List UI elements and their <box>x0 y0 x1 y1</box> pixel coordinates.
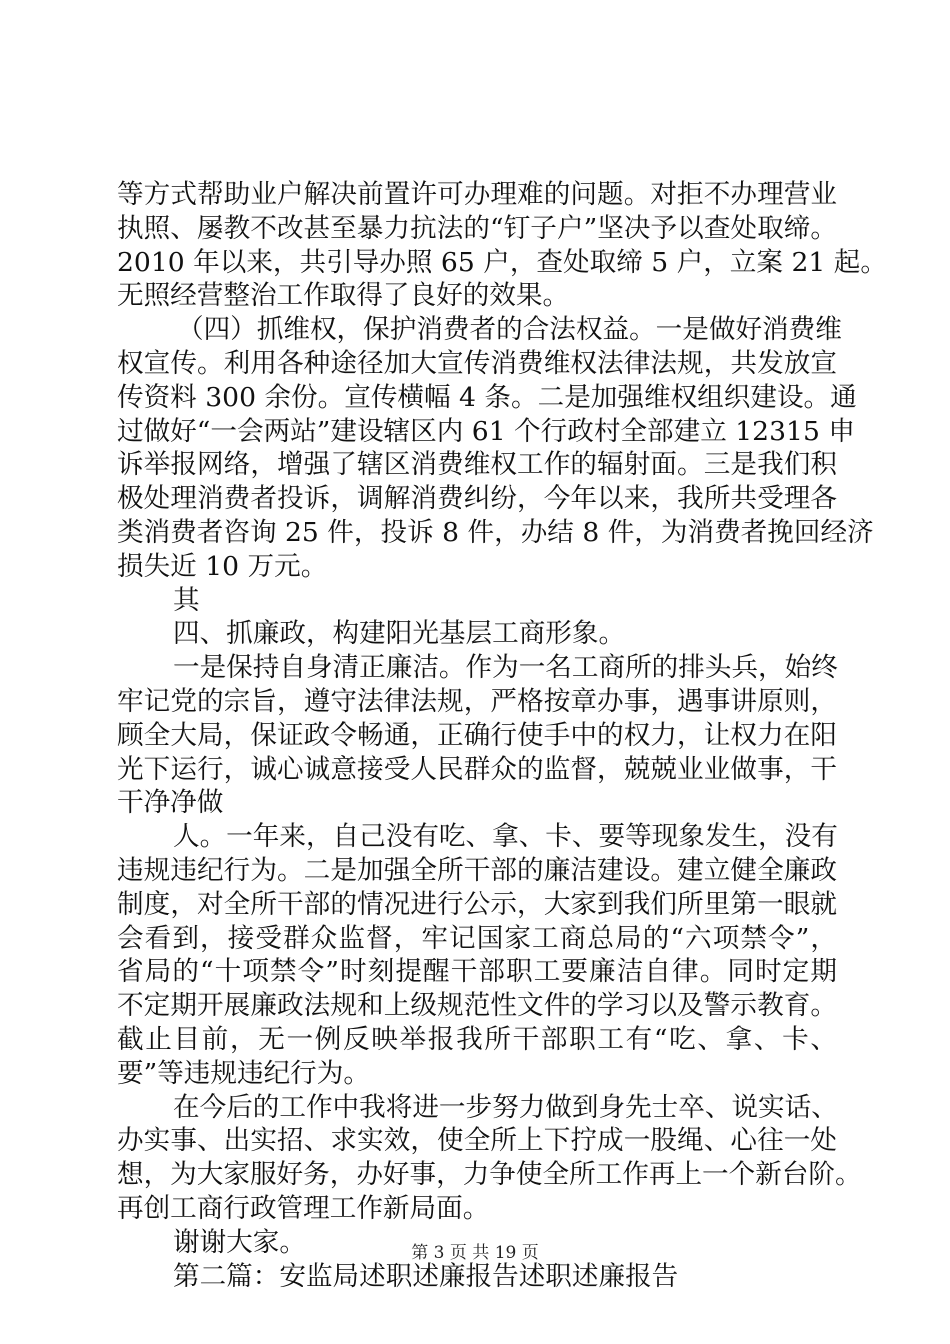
text-line: 不定期开展廉政法规和上级规范性文件的学习以及警示教育。 <box>117 990 837 1022</box>
paragraph-start: 人。一年来，自己没有吃、拿、卡、要等现象发生，没有 <box>173 821 838 853</box>
text-line: 制度，对全所干部的情况进行公示，大家到我们所里第一眼就 <box>117 888 837 920</box>
text-line: 执照、屡教不改甚至暴力抗法的“钉子户”坚决予以查处取缔。 <box>117 212 837 244</box>
closing-line: 谢谢大家。 <box>173 1226 306 1258</box>
text-line: 光下运行，诚心诚意接受人民群众的监督，兢兢业业做事，干 <box>117 753 837 785</box>
text-line: 损失近 10 万元。 <box>117 550 328 582</box>
page-footer: 第 3 页 共 19 页 <box>411 1243 539 1263</box>
text-line: 传资料 300 余份。宣传横幅 4 条。二是加强维权组织建设。通 <box>117 381 857 413</box>
text-line: 牢记党的宗旨，遵守法律法规，严格按章办事，遇事讲原则， <box>117 685 837 717</box>
text-line: 2010 年以来，共引导办照 65 户，查处取缔 5 户，立案 21 起。 <box>117 246 887 278</box>
paragraph-start: （四）抓维权，保护消费者的合法权益。一是做好消费维 <box>177 314 842 346</box>
text-line: 等方式帮助业户解决前置许可办理难的问题。对拒不办理营业 <box>117 179 837 210</box>
paragraph-start: 在今后的工作中我将进一步努力做到身先士卒、说实话、 <box>173 1091 838 1123</box>
section-heading: 四、抓廉政，构建阳光基层工商形象。 <box>173 618 626 650</box>
text-line: 极处理消费者投诉，调解消费纠纷，今年以来，我所共受理各 <box>117 483 837 515</box>
text-line: 顾全大局，保证政令畅通，正确行使手中的权力，让权力在阳 <box>117 719 837 751</box>
text-line: 诉举报网络，增强了辖区消费维权工作的辐射面。三是我们积 <box>117 449 837 481</box>
text-line: 无照经营整治工作取得了良好的效果。 <box>117 280 570 312</box>
text-line: 会看到，接受群众监督，牢记国家工商总局的“六项禁令”， <box>117 922 837 954</box>
text-line: 过做好“一会两站”建设辖区内 61 个行政村全部建立 12315 申 <box>117 415 855 447</box>
text-line: 再创工商行政管理工作新局面。 <box>117 1192 490 1224</box>
text-line: 干净净做 <box>117 787 224 819</box>
text-line: 办实事、出实招、求实效，使全所上下拧成一股绳、心往一处 <box>117 1125 837 1157</box>
text-line: 其 <box>173 584 200 616</box>
text-line: 省局的“十项禁令”时刻提醒干部职工要廉洁自律。同时定期 <box>117 956 837 988</box>
text-line: 类消费者咨询 25 件，投诉 8 件，办结 8 件，为消费者挽回经济 <box>117 516 874 548</box>
text-line: 权宣传。利用各种途径加大宣传消费维权法律法规，共发放宣 <box>117 347 837 379</box>
next-section-title: 第二篇：安监局述职述廉报告述职述廉报告 <box>173 1260 679 1292</box>
text-line: 截止目前，无一例反映举报我所干部职工有“吃、拿、卡、 <box>117 1023 837 1055</box>
text-line: 要”等违规违纪行为。 <box>117 1057 370 1089</box>
text-line: 违规违纪行为。二是加强全所干部的廉洁建设。建立健全廉政 <box>117 854 837 886</box>
body-text <box>117 178 887 1293</box>
paragraph-start: 一是保持自身清正廉洁。作为一名工商所的排头兵，始终 <box>173 652 838 684</box>
text-line: 想，为大家服好务，办好事，力争使全所工作再上一个新台阶。 <box>117 1159 862 1191</box>
